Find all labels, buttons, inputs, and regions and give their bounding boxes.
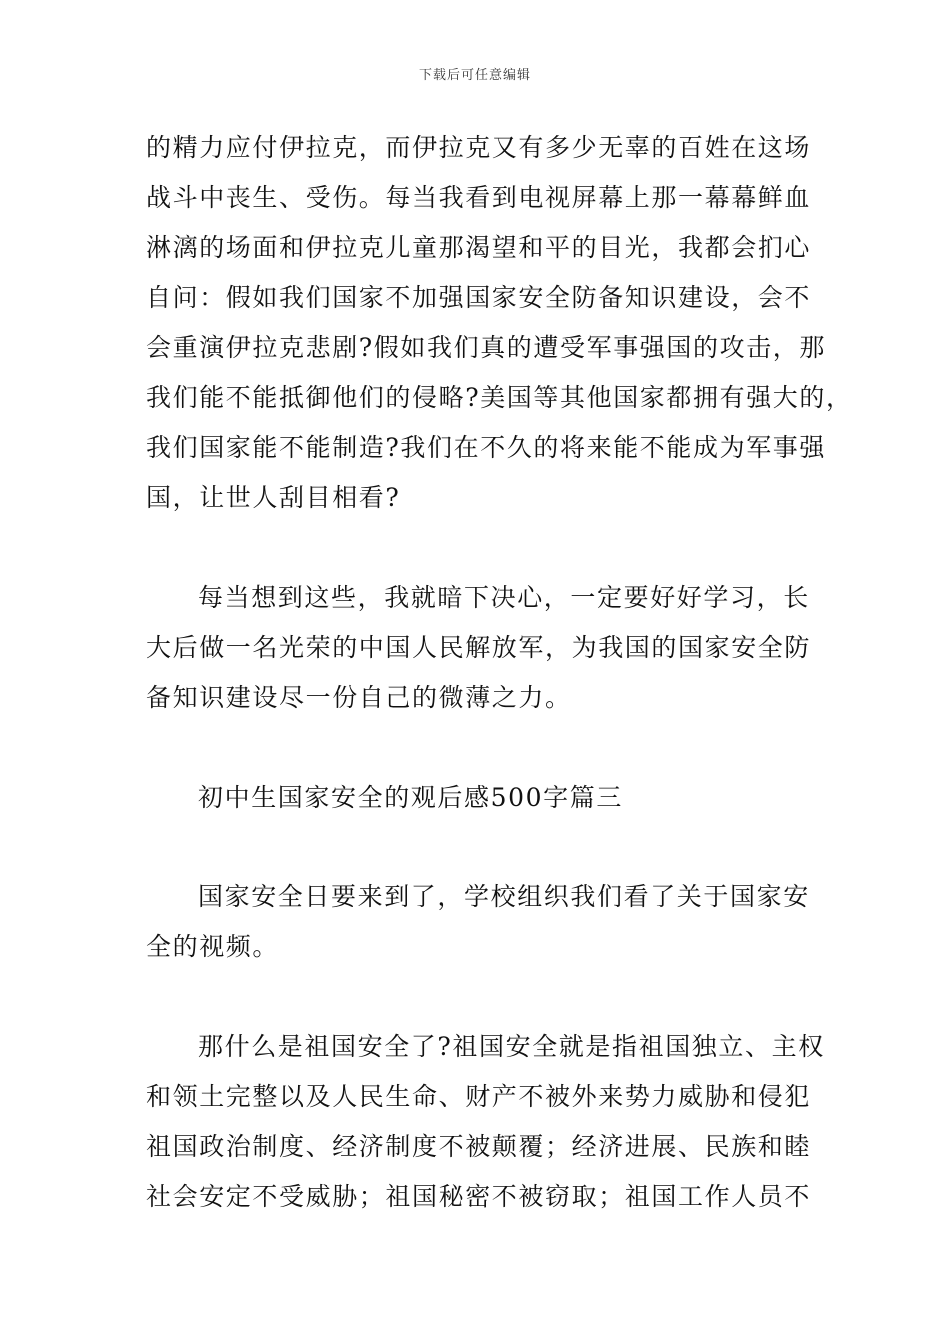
paragraph-line: 社会安定不受威胁；祖国秘密不被窃取；祖国工作人员不 bbox=[146, 1182, 812, 1211]
paragraph-line: 的精力应付伊拉克，而伊拉克又有多少无辜的百姓在这场 bbox=[146, 133, 812, 162]
paragraph-line: 国家安全日要来到了，学校组织我们看了关于国家安 bbox=[198, 882, 810, 911]
paragraph-line: 我们国家能不能制造?我们在不久的将来能不能成为军事强 bbox=[146, 433, 827, 462]
paragraph-line: 每当想到这些，我就暗下决心，一定要好好学习，长 bbox=[198, 583, 810, 612]
paragraph-line: 和领土完整以及人民生命、财产不被外来势力威胁和侵犯 bbox=[146, 1082, 812, 1111]
paragraph-line: 自问：假如我们国家不加强国家安全防备知识建设，会不 bbox=[146, 283, 812, 312]
header-note: 下载后可任意编辑 bbox=[418, 68, 531, 83]
paragraph-line: 大后做一名光荣的中国人民解放军，为我国的国家安全防 bbox=[146, 633, 812, 662]
paragraph-line: 我们能不能抵御他们的侵略?美国等其他国家都拥有强大的， bbox=[146, 383, 853, 412]
section-heading: 初中生国家安全的观后感500字篇三 bbox=[198, 783, 623, 812]
paragraph-line: 战斗中丧生、受伤。每当我看到电视屏幕上那一幕幕鲜血 bbox=[146, 183, 812, 212]
paragraph-line: 那什么是祖国安全了?祖国安全就是指祖国独立、主权 bbox=[198, 1032, 825, 1061]
paragraph-line: 祖国政治制度、经济制度不被颠覆；经济进展、民族和睦 bbox=[146, 1132, 812, 1161]
paragraph-line: 会重演伊拉克悲剧?假如我们真的遭受军事强国的攻击，那 bbox=[146, 333, 827, 362]
paragraph-line: 淋漓的场面和伊拉克儿童那渴望和平的目光，我都会扪心 bbox=[146, 233, 812, 262]
paragraph-line: 备知识建设尽一份自己的微薄之力。 bbox=[146, 683, 572, 712]
paragraph-line: 国，让世人刮目相看? bbox=[146, 483, 401, 512]
paragraph-line: 全的视频。 bbox=[146, 932, 280, 961]
